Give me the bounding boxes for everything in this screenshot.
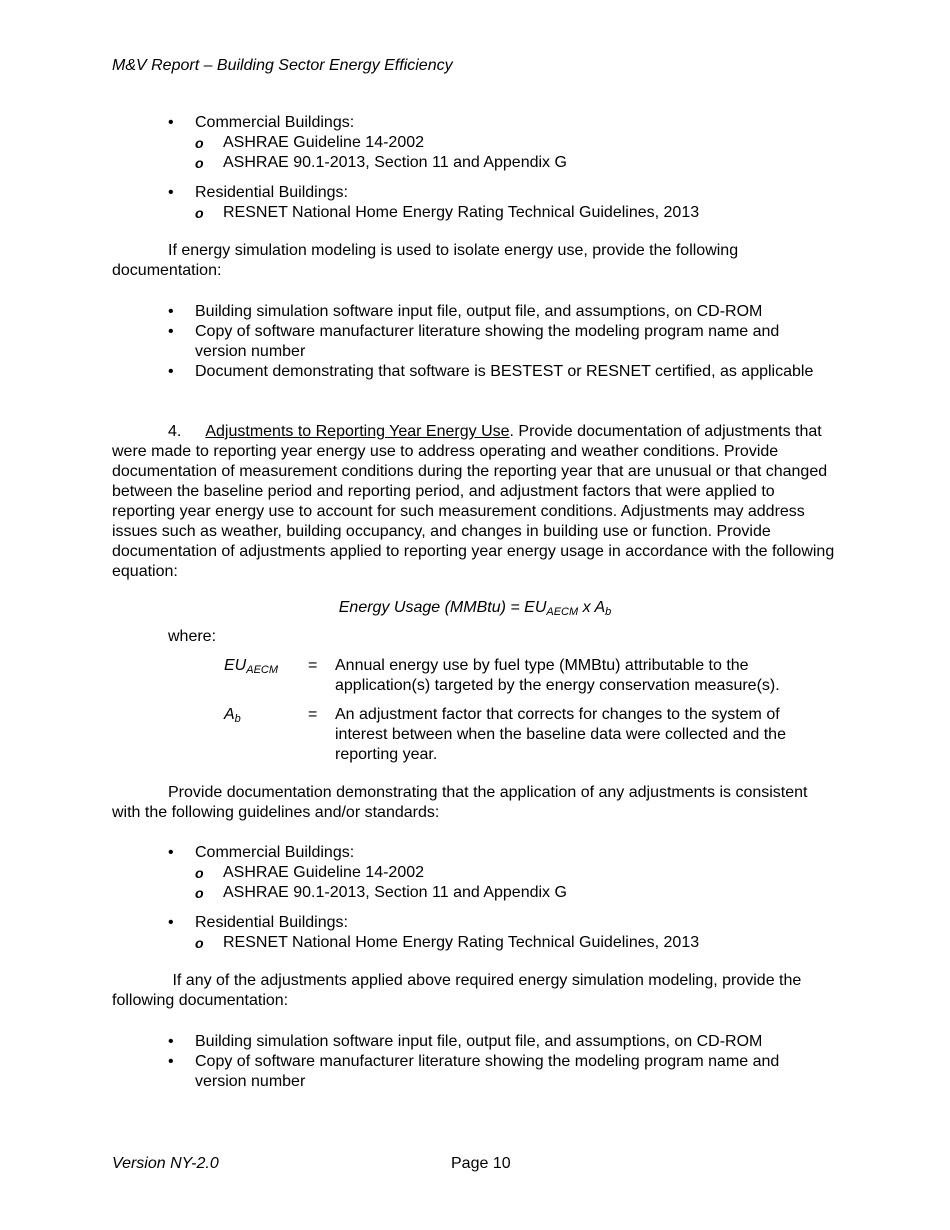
- list-item-text: Copy of software manufacturer literature showing the modeling program name and version number: [195, 323, 780, 360]
- sub-bullet-icon: o: [195, 135, 204, 151]
- bullet-icon: •: [168, 184, 174, 201]
- list-item-label: Commercial Buildings:: [195, 114, 355, 131]
- sub-list-item-text: ASHRAE 90.1-2013, Section 11 and Appendix G: [223, 154, 567, 171]
- paragraph-guidelines: Provide documentation demonstrating that the application of any adjustments is consistent with the following guidelines and/or standards:: [112, 784, 808, 821]
- bullet-icon: •: [168, 363, 174, 380]
- sub-list-item: [195, 883, 863, 903]
- footer-version: Version NY-2.0: [112, 1155, 219, 1172]
- list-item: [168, 362, 835, 382]
- definition-symbol: $EU_{AECM}$: [224, 657, 279, 676]
- definition-text: An adjustment factor that corrects for changes to the system of interest between when the baseline data were collected and the reporting year.: [335, 706, 786, 763]
- sub-bullet-icon: o: [195, 935, 204, 951]
- bullet-icon: •: [168, 303, 174, 320]
- list-item: [168, 183, 835, 223]
- bullet-icon: •: [168, 114, 174, 131]
- list-item-label: Commercial Buildings:: [195, 844, 355, 861]
- list-item-text: Building simulation software input file, output file, and assumptions, on CD-ROM: [195, 1033, 763, 1050]
- sub-list-item-text: ASHRAE Guideline 14-2002: [223, 134, 425, 151]
- bullet-icon: •: [168, 914, 174, 931]
- energy-usage-equation: [0, 598, 950, 618]
- definition-row: [224, 705, 824, 765]
- section-body: . Provide documentation of adjustments that were made to reporting year energy use to address operating and weather conditions. Provide documentation of measurement conditions during the reporting year that are unusual or that changed between the baseline period and reporting period, and adjustment factors that were applied to reporting year energy use to account for such measurement conditions. Adjustments may address issues such as weather, building occupancy, and changes in building use or function. Provide documentation of adjustments applied to reporting year energy usage in accordance with the following equation:: [112, 423, 835, 580]
- bullet-list-adjustment-docs: [168, 1032, 835, 1092]
- list-item: [168, 843, 835, 903]
- list-item: [168, 1052, 835, 1092]
- list-item-text: Document demonstrating that software is BESTEST or RESNET certified, as applicable: [195, 363, 814, 380]
- list-item-text: Building simulation software input file, output file, and assumptions, on CD-ROM: [195, 303, 763, 320]
- sub-list: [195, 133, 835, 173]
- paragraph-simulation: If energy simulation modeling is used to isolate energy use, provide the following documentation:: [112, 242, 739, 279]
- sub-list-item: [195, 153, 863, 173]
- section-4-paragraph: [112, 422, 838, 582]
- definition-row: [224, 656, 824, 696]
- section-number: 4.: [168, 423, 182, 440]
- bullet-list-standards-2: [168, 843, 835, 953]
- equation-subscript: AECM: [546, 606, 579, 618]
- list-item-text: Copy of software manufacturer literature showing the modeling program name and version number: [195, 1053, 780, 1090]
- equation-subscript: b: [605, 606, 612, 618]
- sub-list: [195, 863, 835, 903]
- bullet-icon: •: [168, 1053, 174, 1070]
- sub-list-item-text: ASHRAE Guideline 14-2002: [223, 864, 425, 881]
- list-item: [168, 302, 835, 322]
- definition-text: Annual energy use by fuel type (MMBtu) attributable to the application(s) targeted by the energy conservation measure(s).: [335, 657, 780, 694]
- sub-bullet-icon: o: [195, 155, 204, 171]
- bullet-icon: •: [168, 323, 174, 340]
- list-item: [168, 113, 835, 173]
- section-title: Adjustments to Reporting Year Energy Use: [205, 423, 510, 440]
- definition-equals: =: [308, 706, 318, 723]
- page-number: Page 10: [451, 1155, 511, 1172]
- running-header: M&V Report – Building Sector Energy Efficiency: [112, 57, 453, 74]
- list-item-label: Residential Buildings:: [195, 914, 348, 931]
- definition-equals: =: [308, 657, 318, 674]
- sub-list-item-text: ASHRAE 90.1-2013, Section 11 and Appendix G: [223, 884, 567, 901]
- equation-mid: x A: [578, 599, 606, 616]
- list-item: [168, 1032, 835, 1052]
- list-item-label: Residential Buildings:: [195, 184, 348, 201]
- sub-list: [195, 933, 835, 953]
- where-label: where:: [168, 628, 217, 645]
- sub-list-item-text: RESNET National Home Energy Rating Technical Guidelines, 2013: [223, 934, 700, 951]
- sub-bullet-icon: o: [195, 885, 204, 901]
- paragraph-adjustment-simulation: If any of the adjustments applied above required energy simulation modeling, provide the following documentation:: [112, 972, 806, 1009]
- definition-symbol: $A_b$: [224, 706, 241, 725]
- sub-bullet-icon: o: [195, 865, 204, 881]
- sub-list-item: [195, 133, 863, 153]
- bullet-icon: •: [168, 844, 174, 861]
- sub-list-item-text: RESNET National Home Energy Rating Technical Guidelines, 2013: [223, 204, 700, 221]
- bullet-list-standards-1: [168, 113, 835, 223]
- list-item: [168, 913, 835, 953]
- sub-list-item: [195, 203, 863, 223]
- sub-list-item: [195, 933, 863, 953]
- sub-bullet-icon: o: [195, 205, 204, 221]
- list-item: [168, 322, 835, 362]
- bullet-list-simulation-docs: [168, 302, 835, 382]
- equation-lhs: Energy Usage (MMBtu) = EU: [338, 599, 547, 616]
- sub-list: [195, 203, 835, 223]
- sub-list-item: [195, 863, 863, 883]
- bullet-icon: •: [168, 1033, 174, 1050]
